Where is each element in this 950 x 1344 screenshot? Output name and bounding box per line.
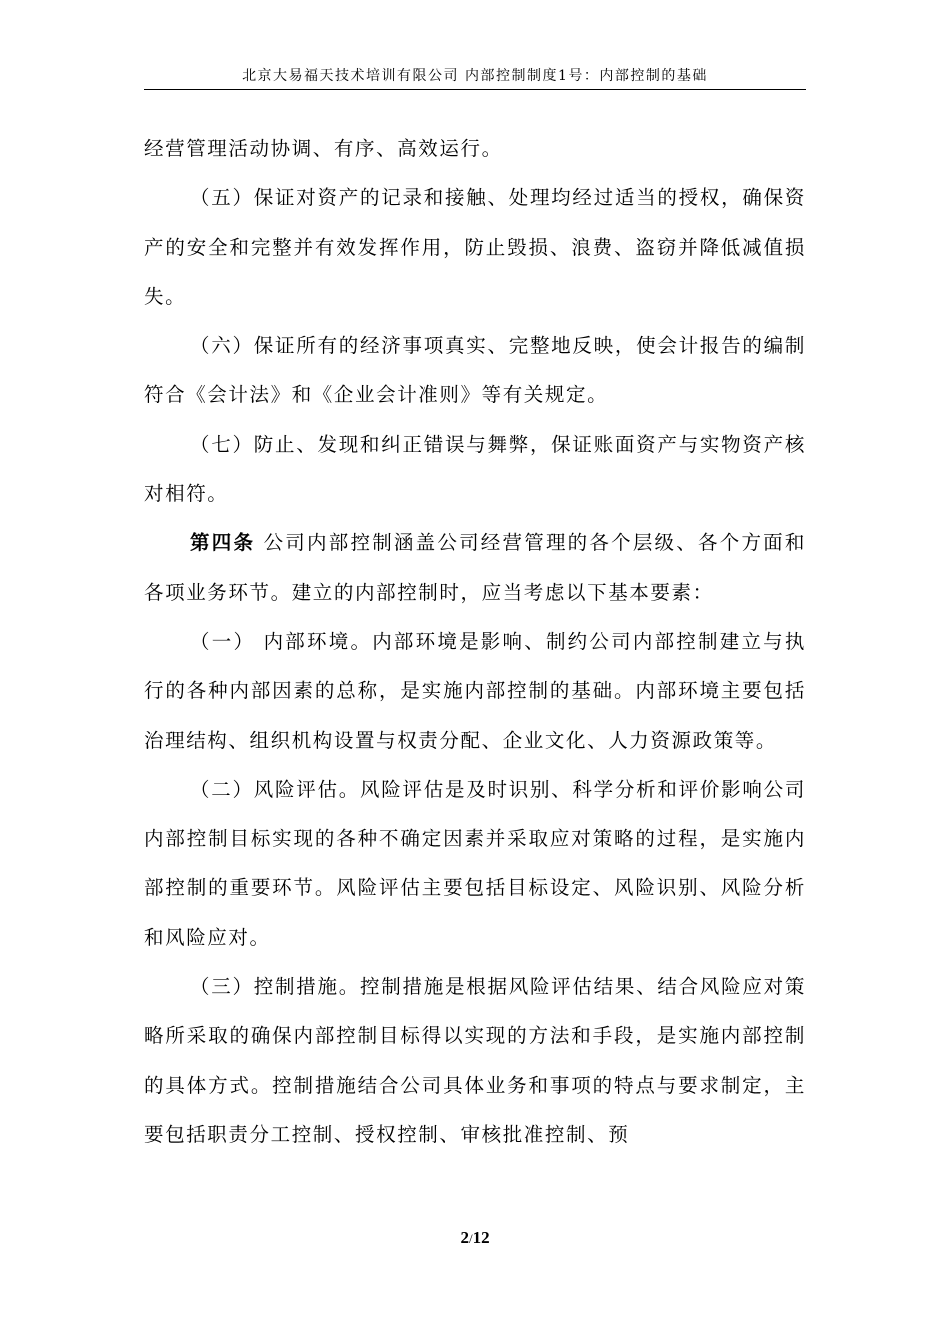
- article-heading: 第四条: [190, 531, 256, 555]
- paragraph-1: 经营管理活动协调、有序、高效运行。: [144, 137, 503, 160]
- paragraph-4: （七）防止、发现和纠正错误与舞弊，保证账面资产与实物资产核对相符。: [144, 432, 806, 506]
- page-number: 2/12: [460, 1228, 490, 1247]
- document-body: [144, 124, 806, 1159]
- paragraph-3: （六）保证所有的经济事项真实、完整地反映，使会计报告的编制符合《会计法》和《企业会计准则》等有关规定。: [144, 334, 806, 407]
- paragraph-7: （二）风险评估。风险评估是及时识别、科学分析和评价影响公司内部控制目标实现的各种不确定因素并采取应对策略的过程，是实施内部控制的重要环节。风险评估主要包括目标设定、风险识别、风险分析和风险应对。: [144, 777, 806, 949]
- header-divider: [144, 89, 806, 90]
- paragraph-2: （五）保证对资产的记录和接触、处理均经过适当的授权，确保资产的安全和完整并有效发挥作用，防止毁损、浪费、盗窃并降低减值损失。: [144, 186, 806, 308]
- paragraph-5-article-four: 第四条 公司内部控制涵盖公司经营管理的各个层级、各个方面和各项业务环节。建立的内部控制时，应当考虑以下基本要素：: [144, 531, 806, 604]
- paragraph-6: （一） 内部环境。内部环境是影响、制约公司内部控制建立与执行的各种内部因素的总称，是实施内部控制的基础。内部环境主要包括治理结构、组织机构设置与权责分配、企业文化、人力资源政策等。: [144, 629, 806, 752]
- paragraph-8: （三）控制措施。控制措施是根据风险评估结果、结合风险应对策略所采取的确保内部控制目标得以实现的方法和手段，是实施内部控制的具体方式。控制措施结合公司具体业务和事项的特点与要求制定，主要包括职责分工控制、授权控制、审核批准控制、预: [144, 975, 806, 1146]
- page-header: 北京大易福天技术培训有限公司 内部控制制度1号：内部控制的基础: [242, 68, 708, 84]
